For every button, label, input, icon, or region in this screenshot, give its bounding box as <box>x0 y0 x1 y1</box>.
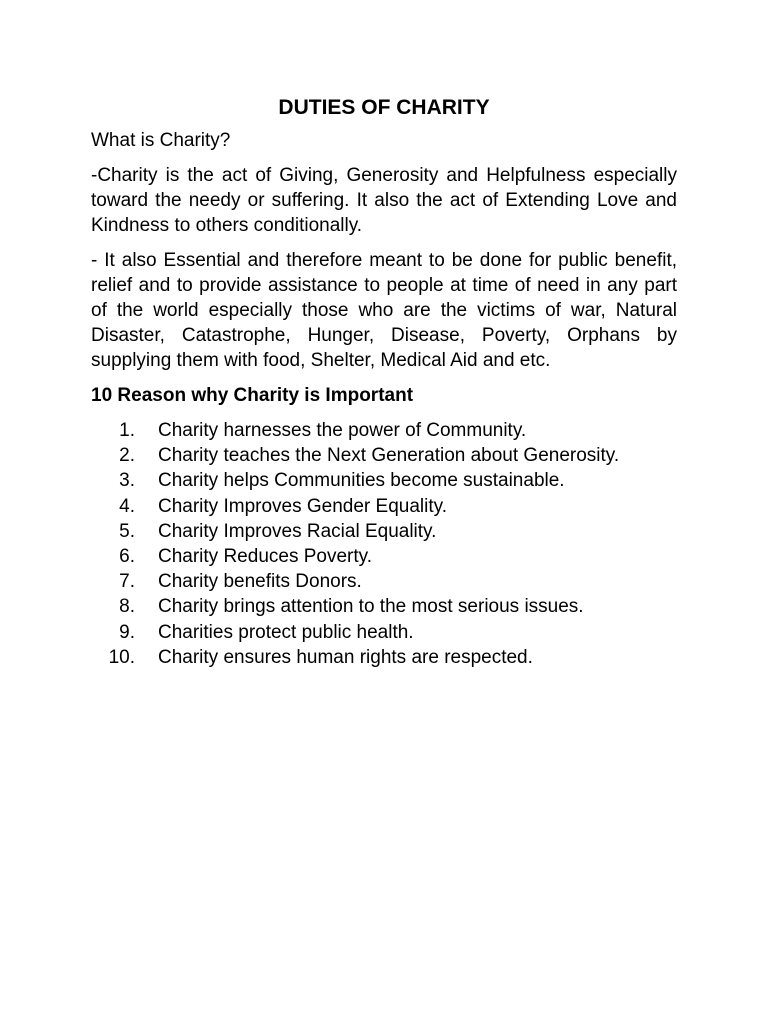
list-item <box>91 443 677 468</box>
reasons-list <box>91 418 677 670</box>
list-item-text: Charity Reduces Poverty. <box>158 546 373 568</box>
list-item-text: Charity ensures human rights are respected. <box>158 646 533 668</box>
list-item-number: 4. <box>119 495 135 517</box>
list-item-text: Charity helps Communities become sustainable. <box>158 470 565 492</box>
list-item <box>91 418 677 443</box>
purpose-paragraph: - It also Essential and therefore meant to be done for public benefit, relief and to provide assistance to people at time of need in any part of the world especially those who are the victims of war, Natural Disaster, Catastrophe, Hunger, Disease, Poverty, Orphans by supplying them with food, Shelter, Medical Aid and etc. <box>91 250 677 371</box>
list-item-text: Charity benefits Donors. <box>158 571 362 593</box>
list-item-number: 6. <box>119 546 135 568</box>
list-item <box>91 544 677 569</box>
list-item <box>91 569 677 594</box>
list-item <box>91 620 677 645</box>
list-item <box>91 519 677 544</box>
list-item-number: 10. <box>108 646 135 668</box>
list-item-number: 9. <box>119 621 135 643</box>
list-item-number: 8. <box>119 596 135 618</box>
list-item <box>91 494 677 519</box>
document-page <box>91 94 677 670</box>
section-question: What is Charity? <box>91 130 231 151</box>
list-item-number: 7. <box>119 571 135 593</box>
list-item-number: 5. <box>119 520 135 542</box>
list-item-number: 2. <box>119 445 135 467</box>
list-item <box>91 468 677 493</box>
definition-paragraph: -Charity is the act of Giving, Generosity and Helpfulness especially toward the needy or suffering. It also the act of Extending Love and Kindness to others conditionally. <box>91 165 677 236</box>
list-item-number: 1. <box>119 420 135 441</box>
list-item-text: Charity harnesses the power of Community. <box>158 420 527 441</box>
document-title: DUTIES OF CHARITY <box>278 96 490 119</box>
list-item-text: Charity brings attention to the most serious issues. <box>158 596 584 618</box>
list-item-text: Charity teaches the Next Generation about Generosity. <box>158 445 620 467</box>
list-item <box>91 594 677 619</box>
list-item <box>91 645 677 670</box>
list-item-text: Charity Improves Racial Equality. <box>158 520 437 542</box>
list-item-text: Charities protect public health. <box>158 621 414 643</box>
reasons-heading: 10 Reason why Charity is Important <box>91 385 414 406</box>
list-item-number: 3. <box>119 470 135 492</box>
list-item-text: Charity Improves Gender Equality. <box>158 495 447 517</box>
